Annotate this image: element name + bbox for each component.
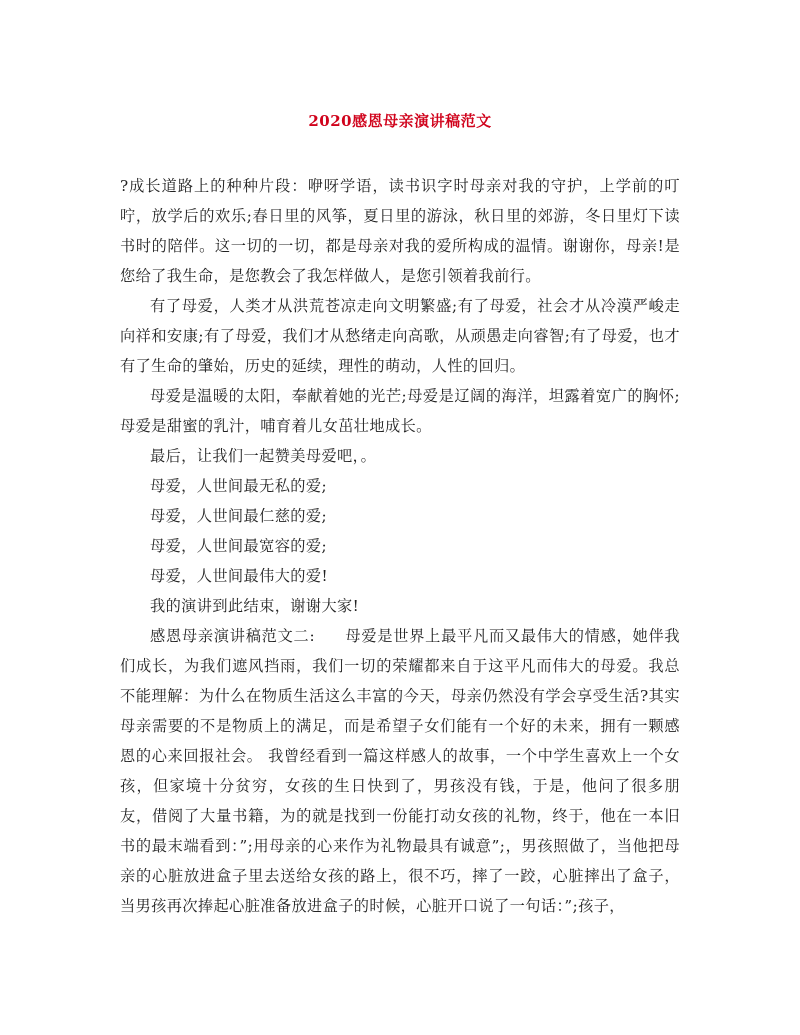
paragraph-2: 有了母爱，人类才从洪荒苍凉走向文明繁盛;有了母爱，社会才从冷漠严峻走向祥和安康;有了母爱，我们才从愁绪走向高歌，从顽愚走向睿智;有了母爱，也才有了生命的肇始，历史的延续，理性的萌动，人性的回归。 [120, 297, 680, 375]
paragraph-8: 母爱，人世间最伟大的爱! [150, 567, 328, 585]
document-title: 2020感恩母亲演讲稿范文 [308, 112, 492, 130]
paragraph-1: ?成长道路上的种种片段：咿呀学语，读书识字时母亲对我的守护，上学前的叮咛，放学后的欢乐;春日里的风筝，夏日里的游泳，秋日里的郊游，冬日里灯下读书时的陪伴。这一切的一切，都是母亲对我的爱所构成的温情。谢谢你，母亲!是您给了我生命，是您教会了我怎样做人，是您引领着我前行。 [120, 177, 680, 285]
section-two-heading: 感恩母亲演讲稿范文二: [150, 627, 316, 645]
paragraph-9: 我的演讲到此结束，谢谢大家! [150, 597, 360, 615]
document-body [120, 171, 680, 921]
section-two-text: 母爱是世界上最平凡而又最伟大的情感，她伴我们成长，为我们遮风挡雨，我们一切的荣耀都来自于这平凡而伟大的母爱。我总不能理解：为什么在物质生活这么丰富的今天，母亲仍然没有学会享受生活?其实母亲需要的不是物质上的满足，而是希望子女们能有一个好的未来，拥有一颗感恩的心来回报社会。 我曾经看到一篇这样感人的故事，一个中学生喜欢上一个女孩，但家境十分贫穷，女孩的生日快到了，男孩没有钱，于是，他问了很多朋友，借阅了大量书籍，为的就是找到一份能打动女孩的礼物，终于，他在一本旧书的最末端看到：”;用母亲的心来作为礼物最具有诚意”;，男孩照做了，当他把母亲的心脏放进盒子里去送给女孩的路上，很不巧，摔了一跤，心脏摔出了盒子，当男孩再次捧起心脏准备放进盒子的时候，心脏开口说了一句话：”;孩子， [120, 627, 680, 915]
paragraph-4: 最后，让我们一起赞美母爱吧，。 [150, 447, 377, 465]
paragraph-7: 母爱，人世间最宽容的爱; [150, 537, 327, 555]
paragraph-5: 母爱，人世间最无私的爱; [150, 477, 327, 495]
paragraph-3: 母爱是温暖的太阳，奉献着她的光芒;母爱是辽阔的海洋，坦露着宽广的胸怀;母爱是甜蜜的乳汁，哺育着儿女茁壮地成长。 [120, 387, 680, 435]
paragraph-6: 母爱，人世间最仁慈的爱; [150, 507, 327, 525]
section-two-paragraph [120, 621, 680, 921]
